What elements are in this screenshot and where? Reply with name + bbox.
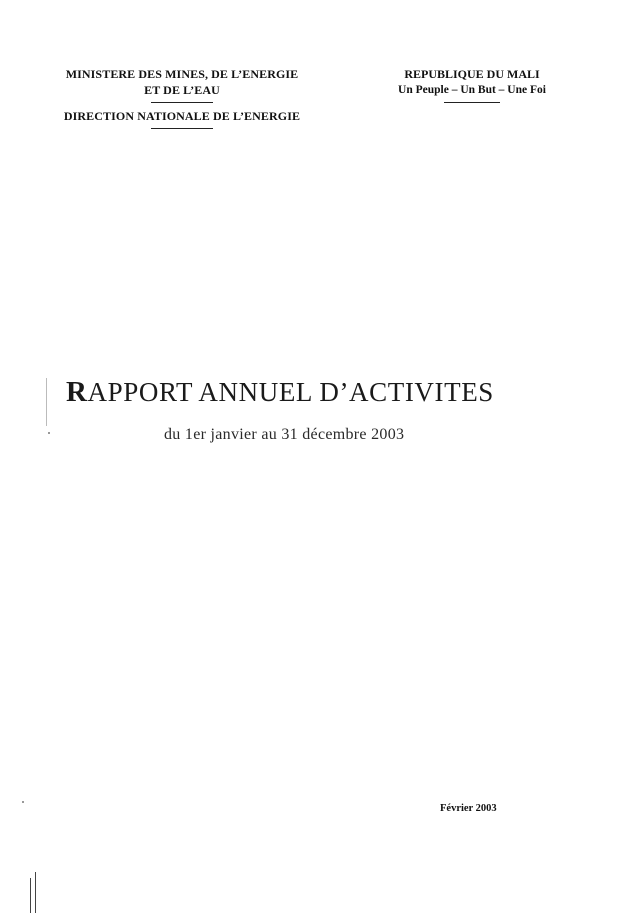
national-motto: Un Peuple – Un But – Une Foi: [398, 84, 546, 96]
scan-artifact-left: [46, 378, 47, 426]
report-date: Février 2003: [440, 803, 497, 814]
ministry-divider: [151, 102, 213, 103]
republic-name: REPUBLIQUE DU MALI: [404, 67, 540, 81]
scan-speck: [22, 801, 24, 803]
ministry-name-line1: MINISTERE DES MINES, DE L’ENERGIE: [65, 67, 299, 81]
report-title-rest: APPORT ANNUEL D’ACTIVITES: [87, 377, 494, 407]
republic-divider: [444, 102, 500, 103]
scan-speck: [48, 432, 50, 434]
republic-header: [368, 66, 576, 108]
scan-artifact-bottom-2: [35, 872, 36, 913]
report-period: du 1er janvier au 31 décembre 2003: [164, 426, 405, 443]
ministry-name-line2: ET DE L’EAU: [144, 83, 220, 97]
report-title-initial: R: [66, 376, 88, 408]
ministry-header: [38, 66, 326, 134]
scan-artifact-bottom-1: [30, 878, 31, 913]
direction-divider: [151, 128, 213, 129]
direction-name: DIRECTION NATIONALE DE L’ENERGIE: [63, 109, 301, 123]
report-title: [66, 376, 566, 409]
